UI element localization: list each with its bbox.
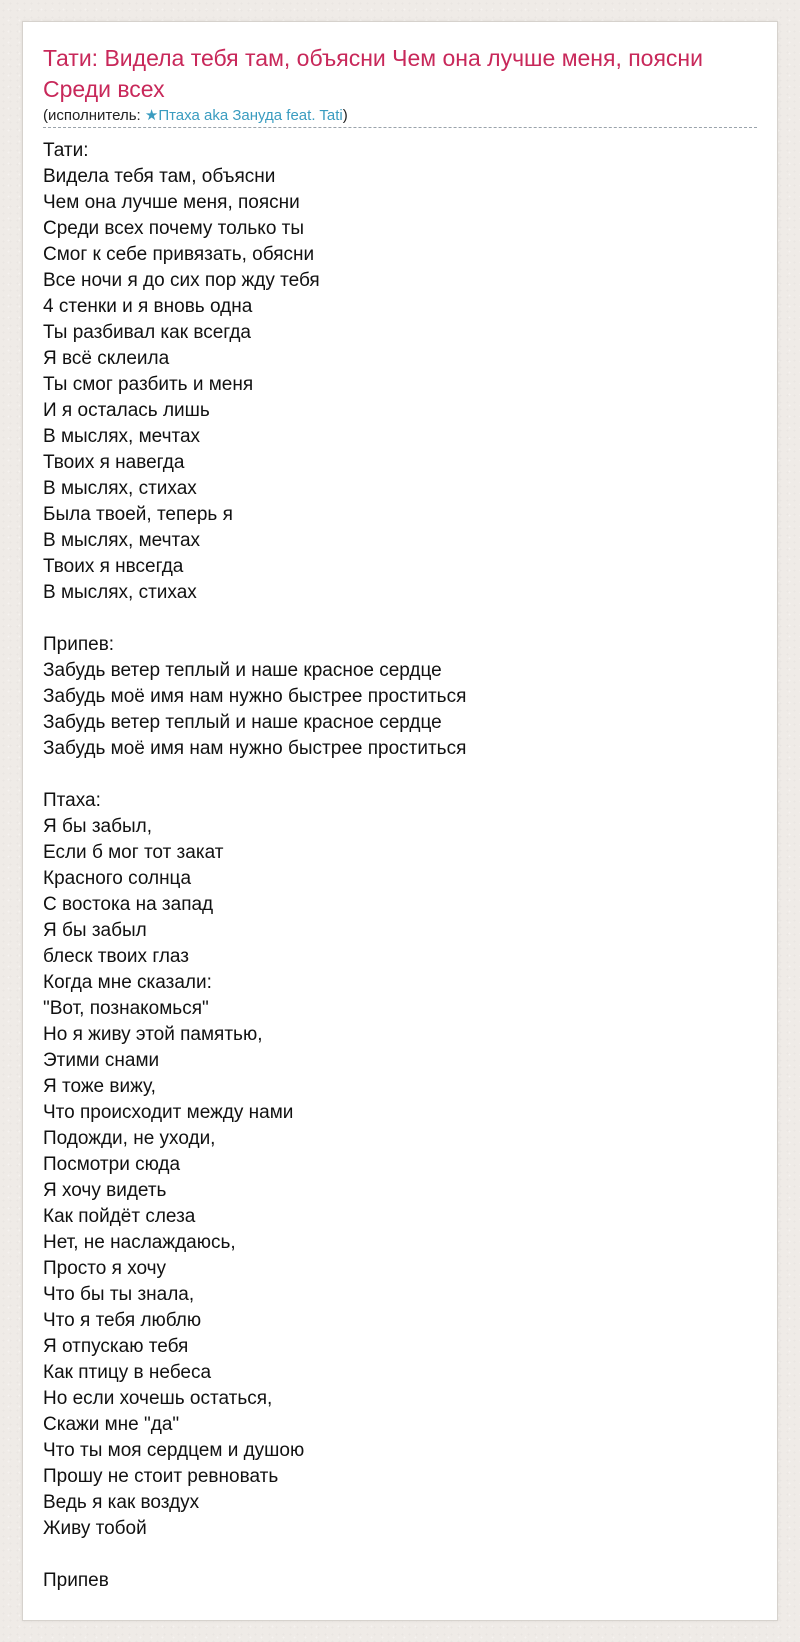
lyrics-line: Видела тебя там, объясни bbox=[43, 166, 276, 187]
lyrics-line: Нет, не наслаждаюсь, bbox=[43, 1232, 236, 1253]
lyrics-line: Припев bbox=[43, 1570, 109, 1591]
lyrics-line: Забудь ветер теплый и наше красное сердце bbox=[43, 660, 442, 681]
lyrics-line: Я тоже вижу, bbox=[43, 1076, 156, 1097]
lyrics-line: Что бы ты знала, bbox=[43, 1284, 195, 1305]
lyrics-line: Чем она лучше меня, поясни bbox=[43, 192, 300, 213]
lyrics-line: Но я живу этой памятью, bbox=[43, 1024, 263, 1045]
lyrics-line: Ты разбивал как всегда bbox=[43, 322, 251, 343]
lyrics-line: "Вот, познакомься" bbox=[43, 998, 209, 1019]
lyrics-line: Прошу не стоит ревновать bbox=[43, 1466, 279, 1487]
lyrics-line: С востока на запад bbox=[43, 894, 214, 915]
lyrics-line: Все ночи я до сих пор жду тебя bbox=[43, 270, 320, 291]
lyrics-line: И я осталась лишь bbox=[43, 400, 210, 421]
lyrics-line: Как пойдёт слеза bbox=[43, 1206, 196, 1227]
lyrics-line: Была твоей, теперь я bbox=[43, 504, 233, 525]
lyrics-line: Когда мне сказали: bbox=[43, 972, 212, 993]
lyrics-line: Просто я хочу bbox=[43, 1258, 167, 1279]
lyrics-line: Скажи мне "да" bbox=[43, 1414, 180, 1435]
lyrics-line: Я хочу видеть bbox=[43, 1180, 167, 1201]
artist-suffix: ) bbox=[342, 107, 348, 124]
lyrics-stanza bbox=[43, 632, 757, 762]
lyrics-line: Птаха: bbox=[43, 790, 101, 811]
lyrics-stanza bbox=[43, 1568, 757, 1594]
artist-line bbox=[43, 107, 757, 128]
lyrics-line: Ведь я как воздух bbox=[43, 1492, 200, 1513]
artist-name: Птаха aka Зануда feat. Tati bbox=[158, 107, 343, 124]
lyrics-line: Как птицу в небеса bbox=[43, 1362, 212, 1383]
lyrics-line: Красного солнца bbox=[43, 868, 192, 889]
artist-prefix: (исполнитель: bbox=[43, 107, 145, 124]
lyrics-stanza bbox=[43, 788, 757, 1542]
lyrics-line: В мыслях, стихах bbox=[43, 478, 197, 499]
lyrics-line: 4 стенки и я вновь одна bbox=[43, 296, 253, 317]
lyrics-line: блеск твоих глаз bbox=[43, 946, 189, 967]
lyrics-line: Что происходит между нами bbox=[43, 1102, 294, 1123]
lyrics-line: Ты смог разбить и меня bbox=[43, 374, 254, 395]
lyrics-line: В мыслях, мечтах bbox=[43, 530, 201, 551]
lyrics-line: Тати: bbox=[43, 140, 89, 161]
lyrics-line: Твоих я навегда bbox=[43, 452, 185, 473]
lyrics-line: Живу тобой bbox=[43, 1518, 147, 1539]
lyrics-line: Среди всех почему только ты bbox=[43, 218, 305, 239]
lyrics-line: В мыслях, стихах bbox=[43, 582, 197, 603]
lyrics-line: Я бы забыл bbox=[43, 920, 147, 941]
lyrics-line: Припев: bbox=[43, 634, 115, 655]
song-title: Тати: Видела тебя там, объясни Чем она лучше меня, поясни Среди всех bbox=[43, 45, 703, 102]
star-icon: ★ bbox=[144, 107, 159, 124]
lyrics-stanza bbox=[43, 138, 757, 606]
lyrics-line: Я всё склеила bbox=[43, 348, 170, 369]
lyrics-line: Я бы забыл, bbox=[43, 816, 152, 837]
lyrics-line: Забудь моё имя нам нужно быстрее проститься bbox=[43, 738, 467, 759]
lyrics-line: В мыслях, мечтах bbox=[43, 426, 201, 447]
lyrics-line: Забудь ветер теплый и наше красное сердце bbox=[43, 712, 442, 733]
lyrics-line: Что я тебя люблю bbox=[43, 1310, 202, 1331]
lyrics-line: Смог к себе привязать, обясни bbox=[43, 244, 315, 265]
lyrics-line: Забудь моё имя нам нужно быстрее проститься bbox=[43, 686, 467, 707]
lyrics-line: Но если хочешь остаться, bbox=[43, 1388, 273, 1409]
lyrics-card bbox=[22, 21, 778, 1621]
artist-link[interactable] bbox=[145, 107, 343, 124]
lyrics-line: Этими снами bbox=[43, 1050, 160, 1071]
lyrics-line: Если б мог тот закат bbox=[43, 842, 224, 863]
lyrics-line: Посмотри сюда bbox=[43, 1154, 181, 1175]
lyrics-line: Подожди, не уходи, bbox=[43, 1128, 216, 1149]
lyrics-text bbox=[43, 138, 757, 1594]
lyrics-line: Твоих я нвсегда bbox=[43, 556, 184, 577]
lyrics-line: Я отпускаю тебя bbox=[43, 1336, 189, 1357]
lyrics-line: Что ты моя сердцем и душою bbox=[43, 1440, 305, 1461]
